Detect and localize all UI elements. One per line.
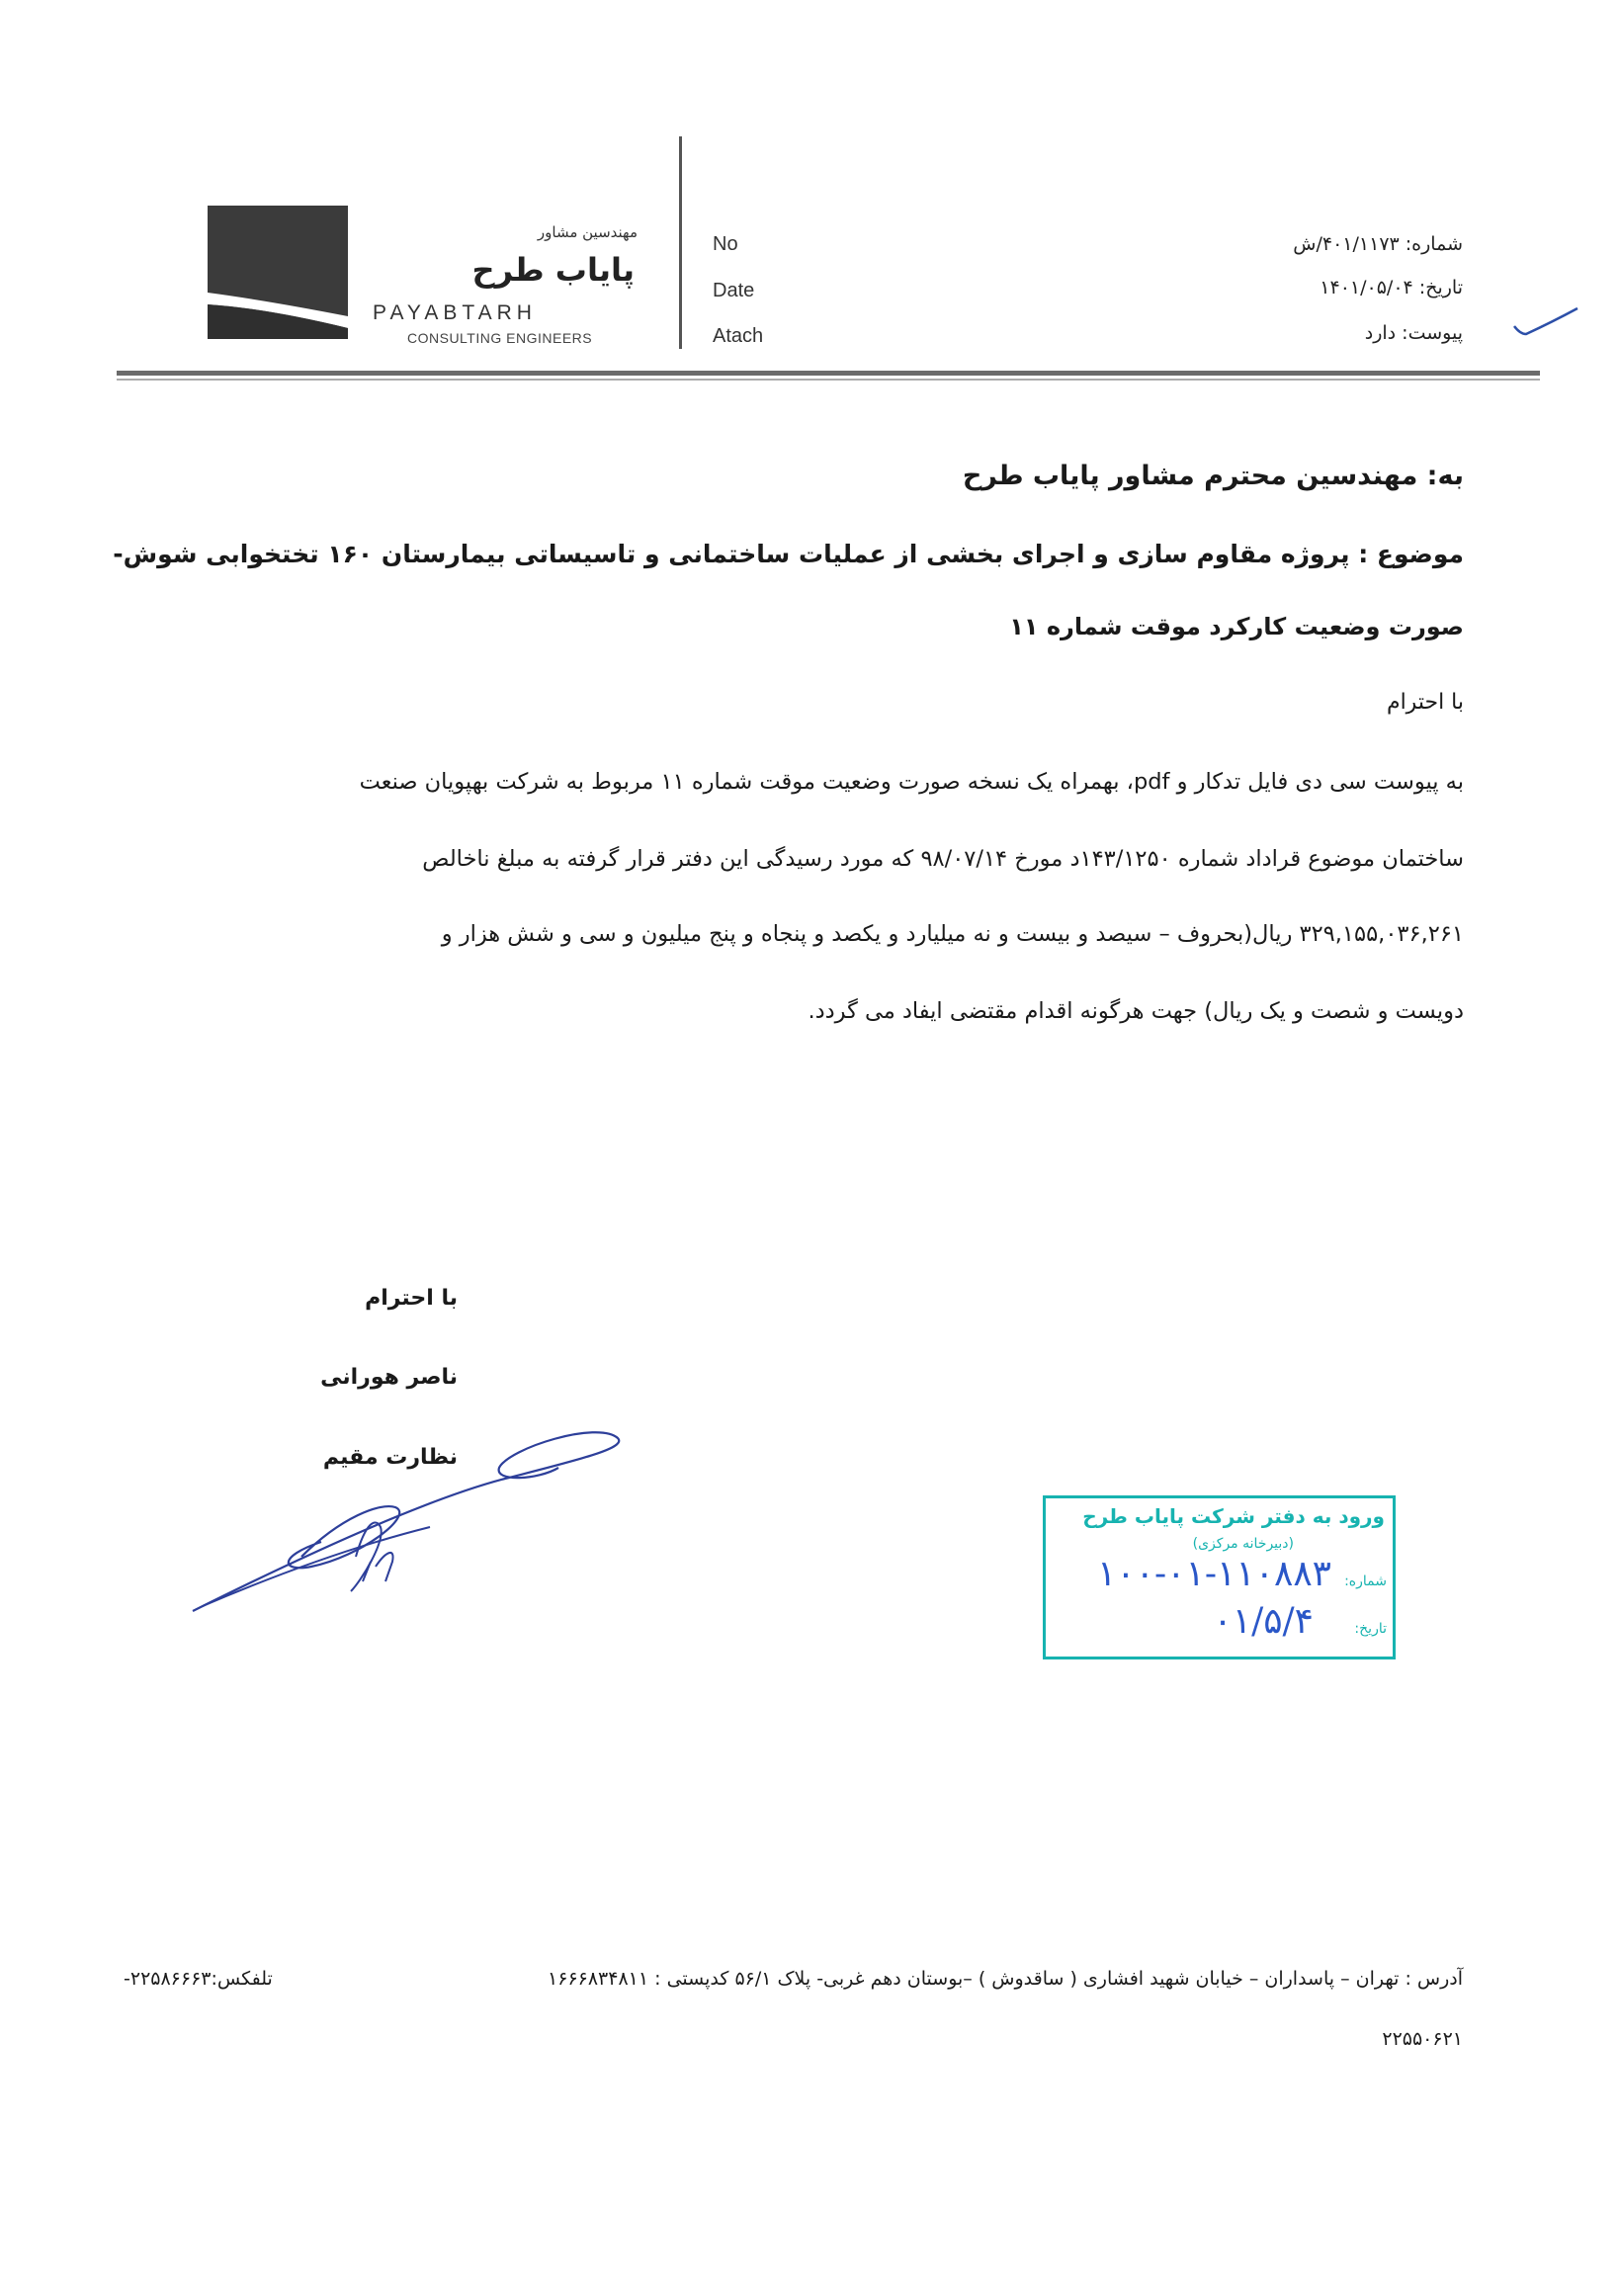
- footer-address: آدرس : تهران – پاسداران – خیابان شهید افشاری ( ساقدوش ) –بوستان دهم غربی- پلاک ۵۶/۱ کدپستی : ۱۶۶۶۸۳۴۸۱۱: [548, 1968, 1463, 1990]
- stamp-number-value: ۱۰۰-۰۱-۱۱۰۸۸۳: [1096, 1554, 1331, 1594]
- letter-attachment: پیوست: دارد: [1364, 322, 1463, 344]
- stamp-title: ورود به دفتر شرکت پایاب طرح: [1082, 1504, 1385, 1528]
- logo-persian-subtitle: مهندسین مشاور: [537, 223, 638, 241]
- subject-line: موضوع : پروژه مقاوم سازی و اجرای بخشی از عملیات ساختمانی و تاسیساتی بیمارستان ۱۶۰ تختخوابی شوش-: [113, 540, 1464, 568]
- logo-persian-name: پایاب طرح: [471, 251, 635, 289]
- paragraph-line: به پیوست سی دی فایل تدکار و pdf، بهمراه یک نسخه صورت وضعیت موقت شماره ۱۱ مربوط به شرکت بهپویان صنعت: [359, 769, 1464, 795]
- stamp-subtitle: (دبیرخانه مرکزی): [1192, 1536, 1294, 1552]
- paragraph-line: دویست و شصت و یک ریال) جهت هرگونه اقدام مقتضی ایفاد می گردد.: [808, 998, 1464, 1024]
- receipt-stamp: [1043, 1495, 1396, 1659]
- paragraph-line: ۳۲۹,۱۵۵,۰۳۶,۲۶۱ ریال(بحروف – سیصد و بیست و نه میلیارد و یکصد و پنجاه و پنج میلیون و سی و شش هزار و: [441, 921, 1464, 947]
- subject-line-continued: صورت وضعیت کارکرد موقت شماره ۱۱: [1009, 613, 1464, 640]
- greeting: با احترام: [1386, 690, 1464, 715]
- header-divider: [679, 136, 682, 349]
- recipient-line: به: مهندسین محترم مشاور پایاب طرح: [962, 461, 1464, 491]
- signatory-title: نظارت مقیم: [322, 1445, 458, 1470]
- logo-english-subtitle: CONSULTING ENGINEERS: [407, 330, 593, 346]
- signatory-name: ناصر هورانی: [320, 1365, 458, 1390]
- signature-closing: با احترام: [365, 1286, 458, 1311]
- stamp-date-value: ۰۱/۵/۴: [1213, 1601, 1314, 1642]
- footer-telfax-continued: ۲۲۵۵۰۶۲۱: [1382, 2028, 1463, 2050]
- letter-number: شماره: ۴۰۱/۱۱۷۳/ش: [1293, 233, 1463, 255]
- attach-label-en: Atach: [713, 325, 764, 347]
- letter-date: تاریخ: ۱۴۰۱/۰۵/۰۴: [1320, 277, 1463, 298]
- stamp-date-label: تاریخ:: [1354, 1621, 1387, 1637]
- logo-english-name: PAYABTARH: [373, 301, 537, 324]
- handwritten-signature-icon: [183, 1408, 638, 1626]
- date-label-en: Date: [713, 280, 755, 301]
- stamp-number-label: شماره:: [1344, 1573, 1387, 1589]
- logo-mark-icon: [208, 206, 348, 339]
- checkmark-icon: [1512, 304, 1581, 344]
- header-rule-secondary: [117, 379, 1540, 381]
- number-label-en: No: [713, 233, 738, 255]
- header-rule: [117, 371, 1540, 376]
- paragraph-line: ساختمان موضوع قراداد شماره ۱۴۳/۱۲۵۰د مورخ ۹۸/۰۷/۱۴ که مورد رسیدگی این دفتر قرار گرفته به مبلغ ناخالص: [422, 846, 1464, 872]
- footer-telfax: تلفکس:۲۲۵۸۶۶۶۳-: [124, 1968, 273, 1990]
- company-logo: [208, 206, 348, 339]
